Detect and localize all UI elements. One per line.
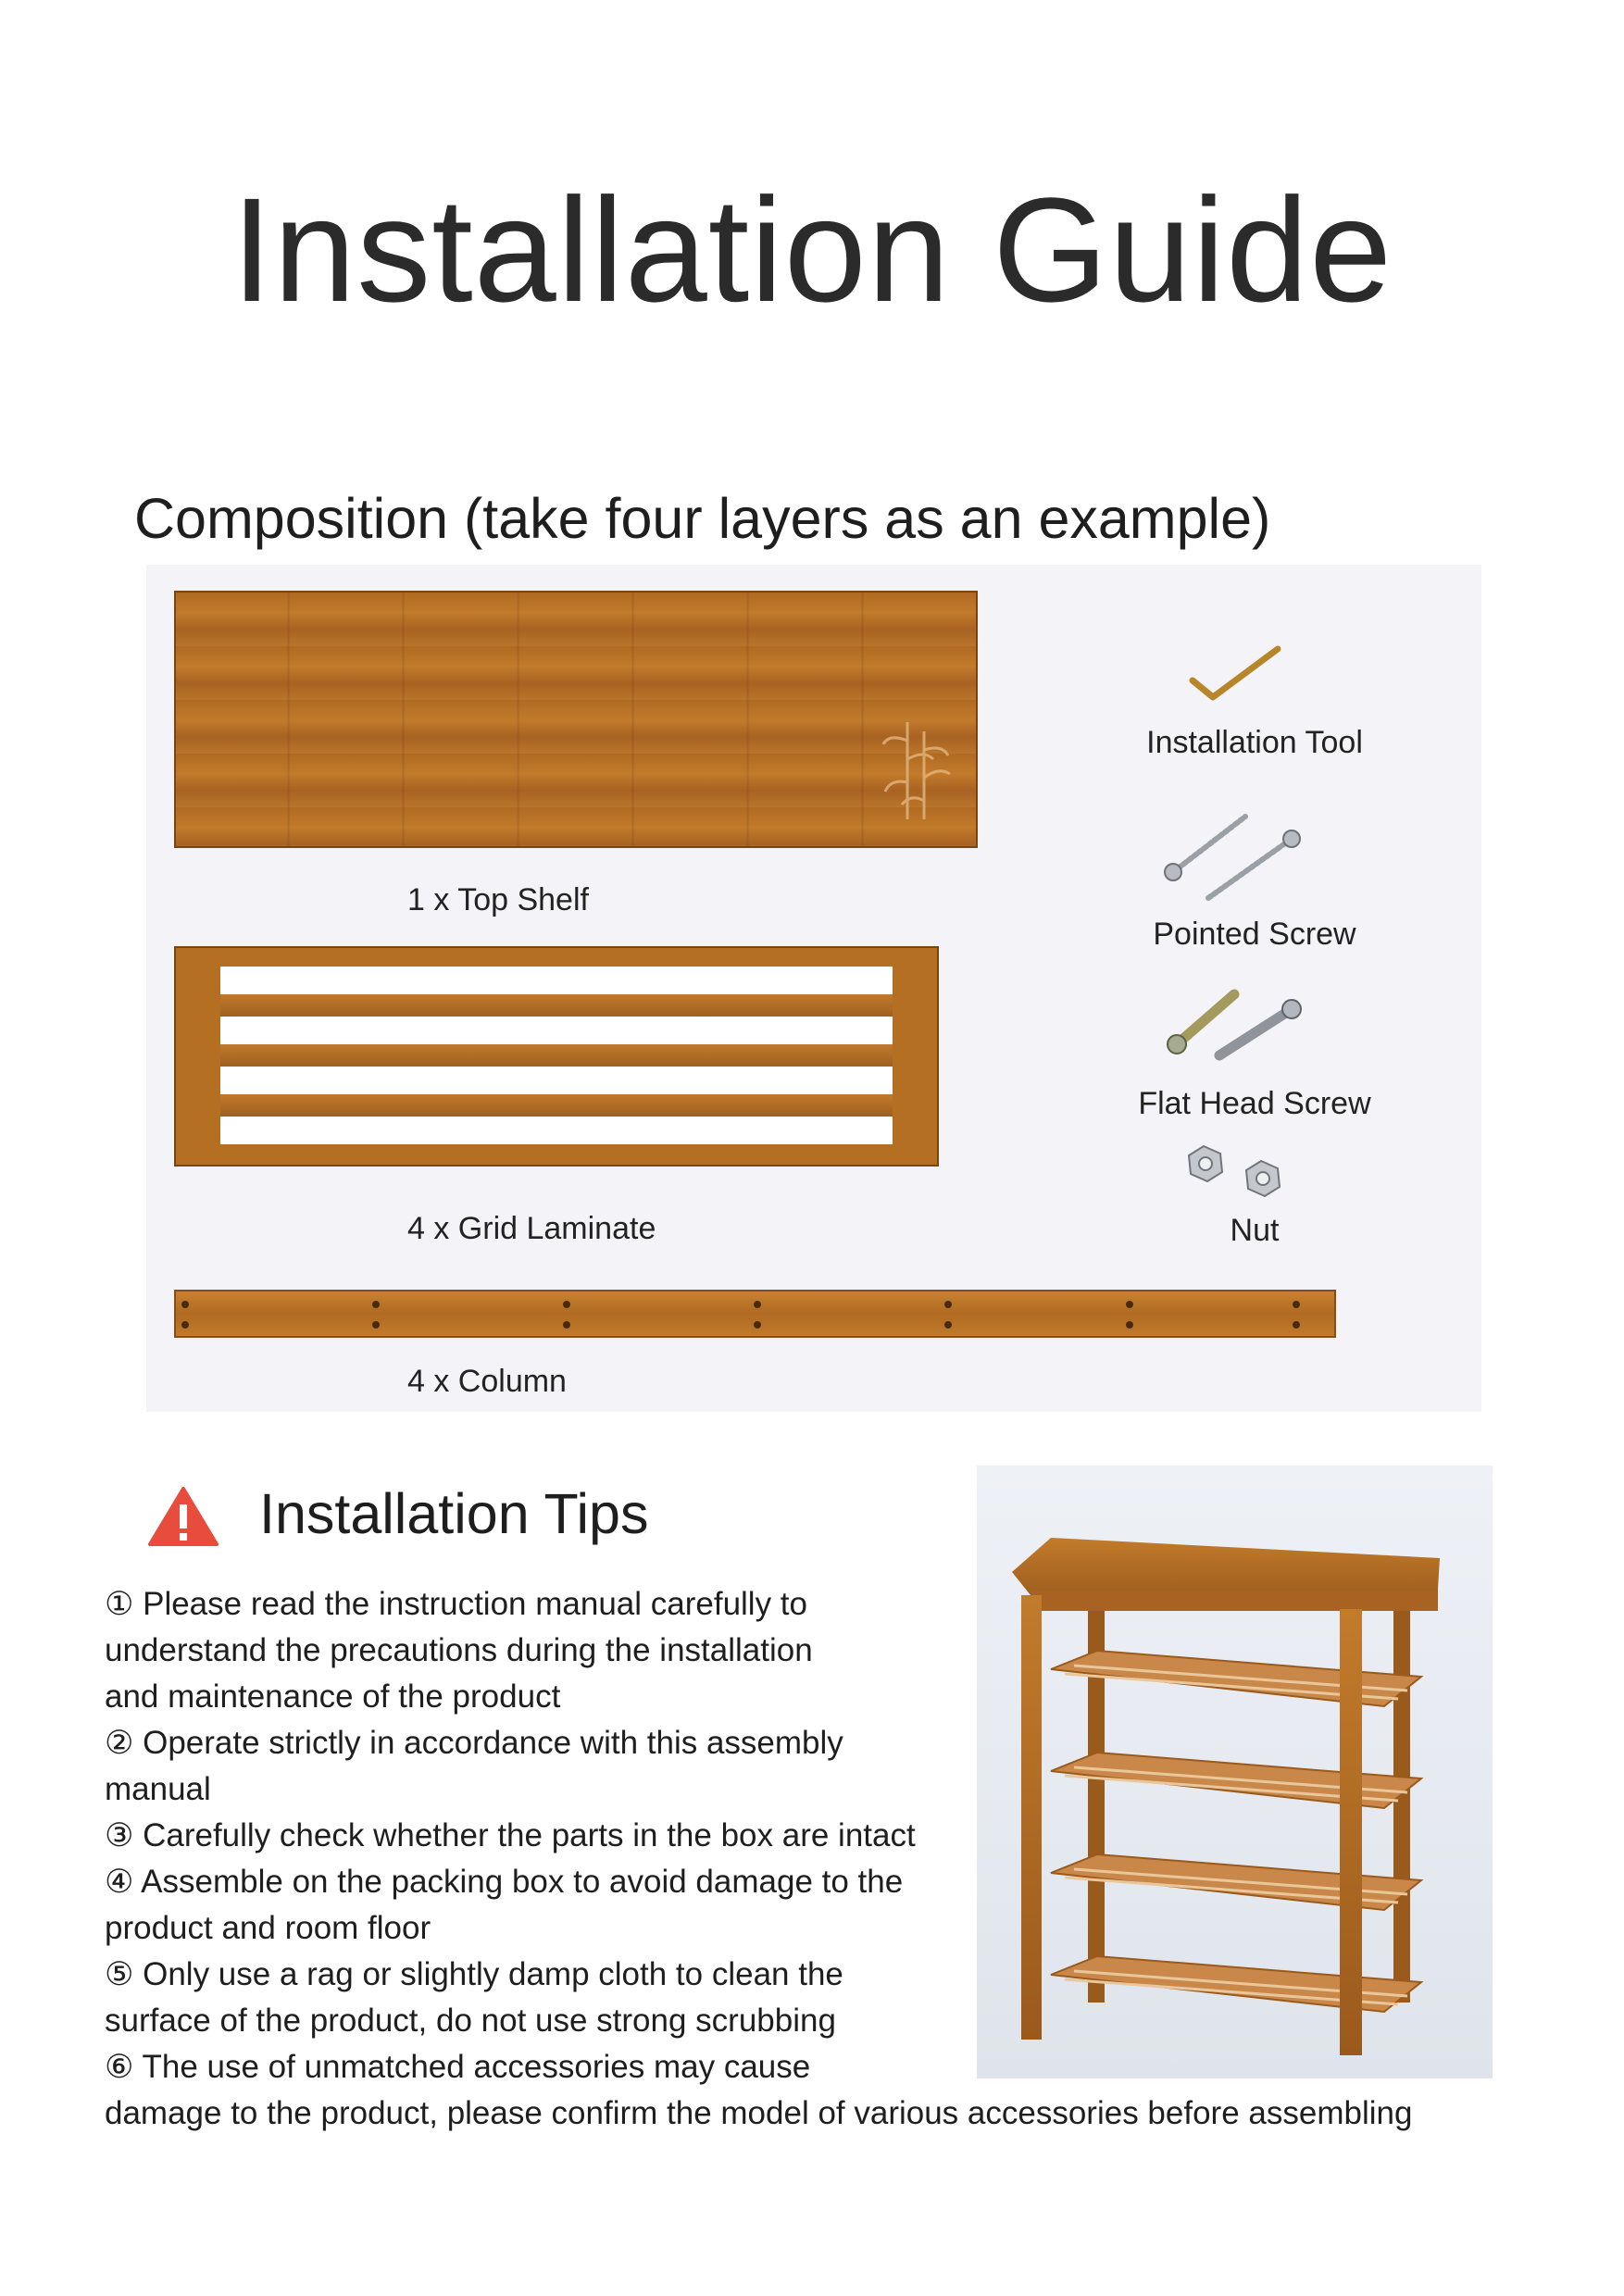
tip-line: product and room floor [105,1910,431,1946]
tip-line: ② Operate strictly in accordance with this assembly [105,1725,843,1761]
hex-key-icon [1185,643,1287,708]
part-caption-grid-laminate: 4 x Grid Laminate [407,1211,656,1246]
assembled-rack-image [977,1466,1493,2078]
flat-head-screw-icon [1162,981,1310,1065]
column-image [174,1290,1336,1338]
bamboo-engraving-icon [880,713,954,824]
hardware-caption-pointed-screw: Pointed Screw [1153,917,1356,952]
tip-line: surface of the product, do not use strong scrubbing [105,2003,836,2039]
tip-line: damage to the product, please confirm the model of various accessories before assembling [105,2095,1413,2131]
tip-line: and maintenance of the product [105,1678,561,1715]
tip-line: ③ Carefully check whether the parts in the box are intact [105,1817,916,1853]
tip-line: ① Please read the instruction manual carefully to [105,1586,807,1622]
top-shelf-image [174,591,978,848]
tip-line: understand the precautions during the installation [105,1632,813,1668]
tips-heading: Installation Tips [259,1482,649,1545]
warning-icon [148,1486,219,1547]
tip-line: manual [105,1771,211,1807]
composition-heading: Composition (take four layers as an example) [134,487,1271,550]
page-title: Installation Guide [231,167,1393,332]
part-caption-column: 4 x Column [407,1364,567,1399]
grid-laminate-image [174,946,939,1167]
tip-line: ④ Assemble on the packing box to avoid damage to the [105,1864,904,1900]
part-caption-top-shelf: 1 x Top Shelf [407,882,589,917]
nut-icon [1176,1141,1296,1205]
hardware-caption-nut: Nut [1230,1213,1280,1248]
hardware-caption-installation-tool: Installation Tool [1146,725,1363,760]
pointed-screw-icon [1162,805,1310,907]
hardware-caption-flat-head-screw: Flat Head Screw [1138,1086,1371,1121]
tip-line: ⑤ Only use a rag or slightly damp cloth to clean the [105,1956,843,1992]
tip-line: ⑥ The use of unmatched accessories may cause [105,2049,811,2085]
